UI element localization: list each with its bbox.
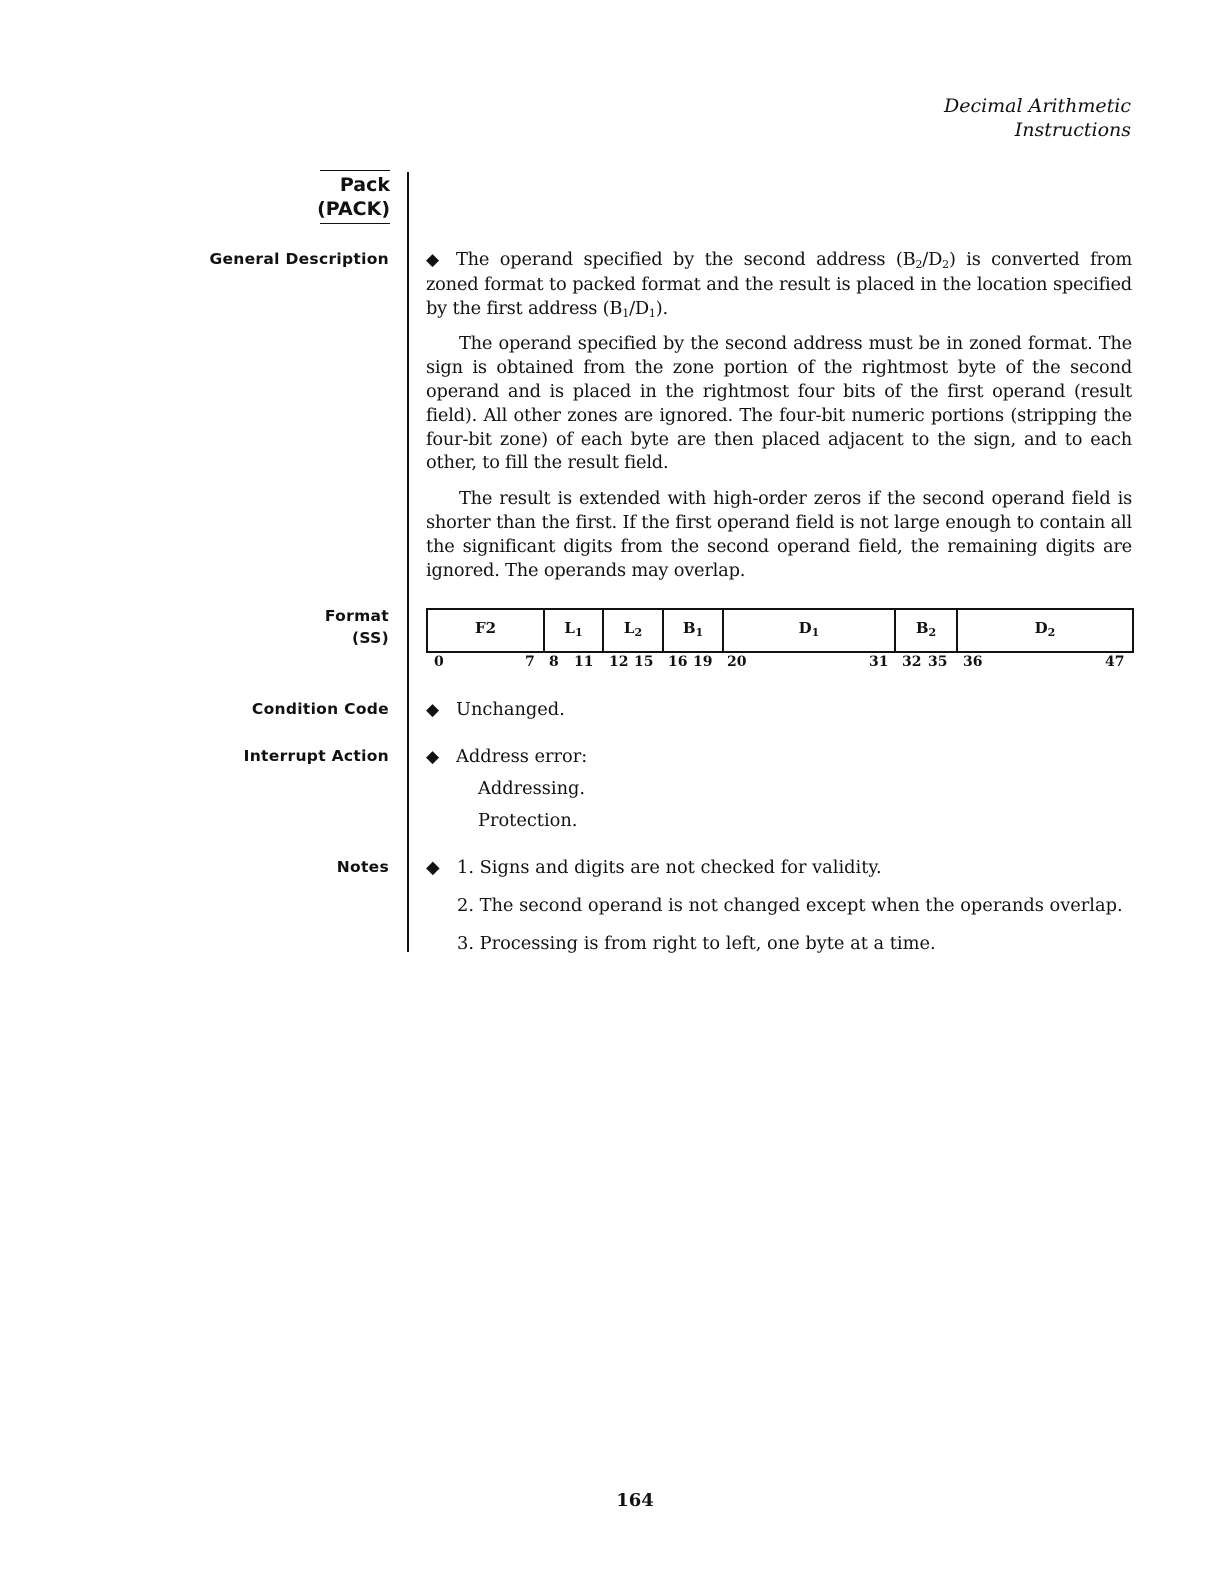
bit-position: 32 — [902, 654, 922, 670]
interrupt-item: Protection. — [478, 810, 578, 831]
bit-position: 35 — [928, 654, 948, 670]
bit-position: 36 — [963, 654, 983, 670]
description-paragraph-2: The operand specified by the second address must be in zoned format. The sign is obtained from the zone portion of the rightmost byte of the second operand and is placed in the rightmost four bits of the first operand (result field). All other zones are ignored. The four-bit numeric portions (stripping the four-bit zone) of each byte are then placed adjacent to the sign, and to each other, to fill the result field. — [426, 333, 1132, 474]
note-item: 1. Signs and digits are not checked for validity. — [457, 857, 882, 878]
instruction-format-diagram — [426, 608, 1134, 653]
label-notes: Notes — [336, 858, 389, 876]
bit-position: 8 — [549, 654, 559, 670]
format-field-op: F2 — [428, 610, 545, 651]
bit-position: 16 — [668, 654, 688, 670]
bit-position: 0 — [434, 654, 444, 670]
format-field-b1: $B_1$ — [664, 610, 724, 651]
running-head — [944, 94, 1131, 142]
general-description-body — [426, 248, 1132, 594]
description-paragraph-1: ◆ The operand specified by the second address $(B_2/D_2)$ is converted from zoned format to packed format and the result is placed in the location specified by the first address $(B_1/D_1)$. — [426, 249, 1132, 320]
running-head-line2: Instructions — [1014, 119, 1131, 141]
diamond-bullet-icon: ◆ — [426, 857, 440, 878]
note-item: 3. Processing is from right to left, one byte at a time. — [457, 933, 936, 954]
note-item: 2. The second operand is not changed except when the operands overlap. — [457, 895, 1123, 916]
format-field-b2: $B_2$ — [896, 610, 958, 651]
title-rule-bottom — [320, 223, 390, 224]
bit-position: 7 — [525, 654, 535, 670]
label-format: Format (SS) — [324, 607, 389, 647]
condition-code-entry — [426, 698, 565, 722]
format-field-l1: $L_1$ — [545, 610, 604, 651]
diamond-bullet-icon: ◆ — [426, 250, 439, 270]
label-general-description: General Description — [209, 250, 389, 268]
bit-position: 15 — [634, 654, 654, 670]
diamond-bullet-icon: ◆ — [426, 747, 440, 767]
instruction-mnemonic: (PACK) — [317, 198, 390, 220]
label-interrupt-action: Interrupt Action — [243, 747, 389, 765]
description-paragraph-3: The result is extended with high-order zeros if the second operand field is shorter than the first. If the first operand field is not large enough to contain all the significant digits from the second operand field, the remaining digits are ignored. The operands may overlap. — [426, 488, 1132, 581]
bit-position: 12 — [609, 654, 629, 670]
interrupt-action-entry — [426, 745, 587, 769]
interrupt-action-text: Address error: — [456, 746, 588, 767]
label-format-type: (SS) — [352, 629, 389, 647]
interrupt-item: Addressing. — [478, 778, 586, 799]
bit-position: 20 — [727, 654, 747, 670]
format-field-d1: $D_1$ — [724, 610, 896, 651]
instruction-name: Pack — [339, 174, 390, 196]
format-field-d2: $D_2$ — [1034, 619, 1056, 639]
bit-position: 31 — [869, 654, 889, 670]
title-rule-top — [320, 170, 390, 171]
bit-position: 11 — [574, 654, 594, 670]
vertical-rule — [407, 172, 409, 952]
label-condition-code: Condition Code — [251, 700, 389, 718]
instruction-title — [300, 170, 390, 224]
running-head-line1: Decimal Arithmetic — [943, 95, 1131, 117]
bit-position: 19 — [693, 654, 713, 670]
condition-code-text: Unchanged. — [456, 699, 565, 720]
format-field-l2: $L_2$ — [604, 610, 664, 651]
diamond-bullet-icon: ◆ — [426, 700, 440, 720]
page-number: 164 — [616, 1490, 654, 1511]
bit-position: 47 — [1105, 654, 1125, 670]
